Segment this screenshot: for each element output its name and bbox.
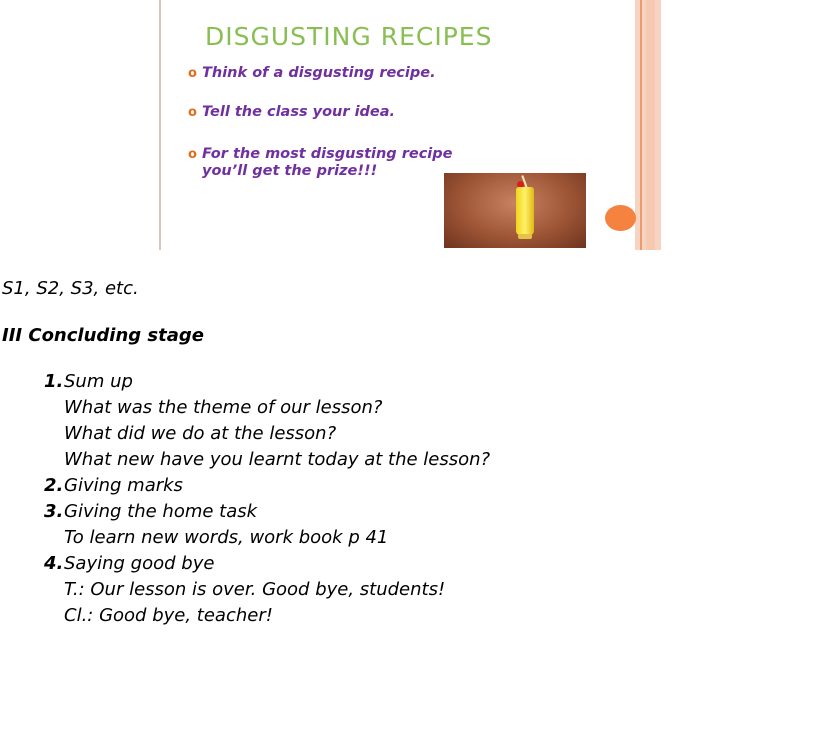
slide-bullet xyxy=(188,65,436,82)
step-number: 4. xyxy=(44,553,64,574)
step-number: 1. xyxy=(44,371,64,392)
step-detail: Cl.: Good bye, teacher! xyxy=(64,605,273,626)
step-number: 3. xyxy=(44,501,64,522)
step-detail: What was the theme of our lesson? xyxy=(64,397,383,418)
slide-bullet-text: Think of a disgusting recipe. xyxy=(202,65,436,81)
students-line: S1, S2, S3, etc. xyxy=(2,278,139,299)
slide-bullet-text-cont: you’ll get the prize!!! xyxy=(202,163,378,179)
bullet-marker-icon: o xyxy=(188,66,197,81)
slide-bullet-text: Tell the class your idea. xyxy=(202,104,396,120)
slide-image xyxy=(159,0,661,250)
slide-bullet xyxy=(188,146,453,180)
bullet-marker-icon: o xyxy=(188,147,197,162)
step-title: Giving the home task xyxy=(64,501,258,522)
slide-left-border xyxy=(159,0,161,250)
slide-right-band-inner xyxy=(646,0,655,250)
drink-photo xyxy=(444,173,586,248)
step-detail: What did we do at the lesson? xyxy=(64,423,337,444)
slide-bullet xyxy=(188,104,395,121)
step-detail: T.: Our lesson is over. Good bye, students! xyxy=(64,579,446,600)
slide-bullet-text: For the most disgusting recipe xyxy=(202,146,453,162)
step-title: Giving marks xyxy=(64,475,183,496)
slide-accent-circle xyxy=(605,205,636,231)
step-title: Saying good bye xyxy=(64,553,215,574)
step-detail: To learn new words, work book p 41 xyxy=(64,527,389,548)
step-title: Sum up xyxy=(64,371,133,392)
step-number: 2. xyxy=(44,475,64,496)
bullet-marker-icon: o xyxy=(188,105,197,120)
step-detail: What new have you learnt today at the lesson? xyxy=(64,449,491,470)
slide-right-band-line xyxy=(640,0,642,250)
stage-heading: III Concluding stage xyxy=(2,325,204,346)
glass xyxy=(516,187,534,235)
glass-base xyxy=(518,234,532,239)
slide-title: DISGUSTING RECIPES xyxy=(205,22,493,51)
